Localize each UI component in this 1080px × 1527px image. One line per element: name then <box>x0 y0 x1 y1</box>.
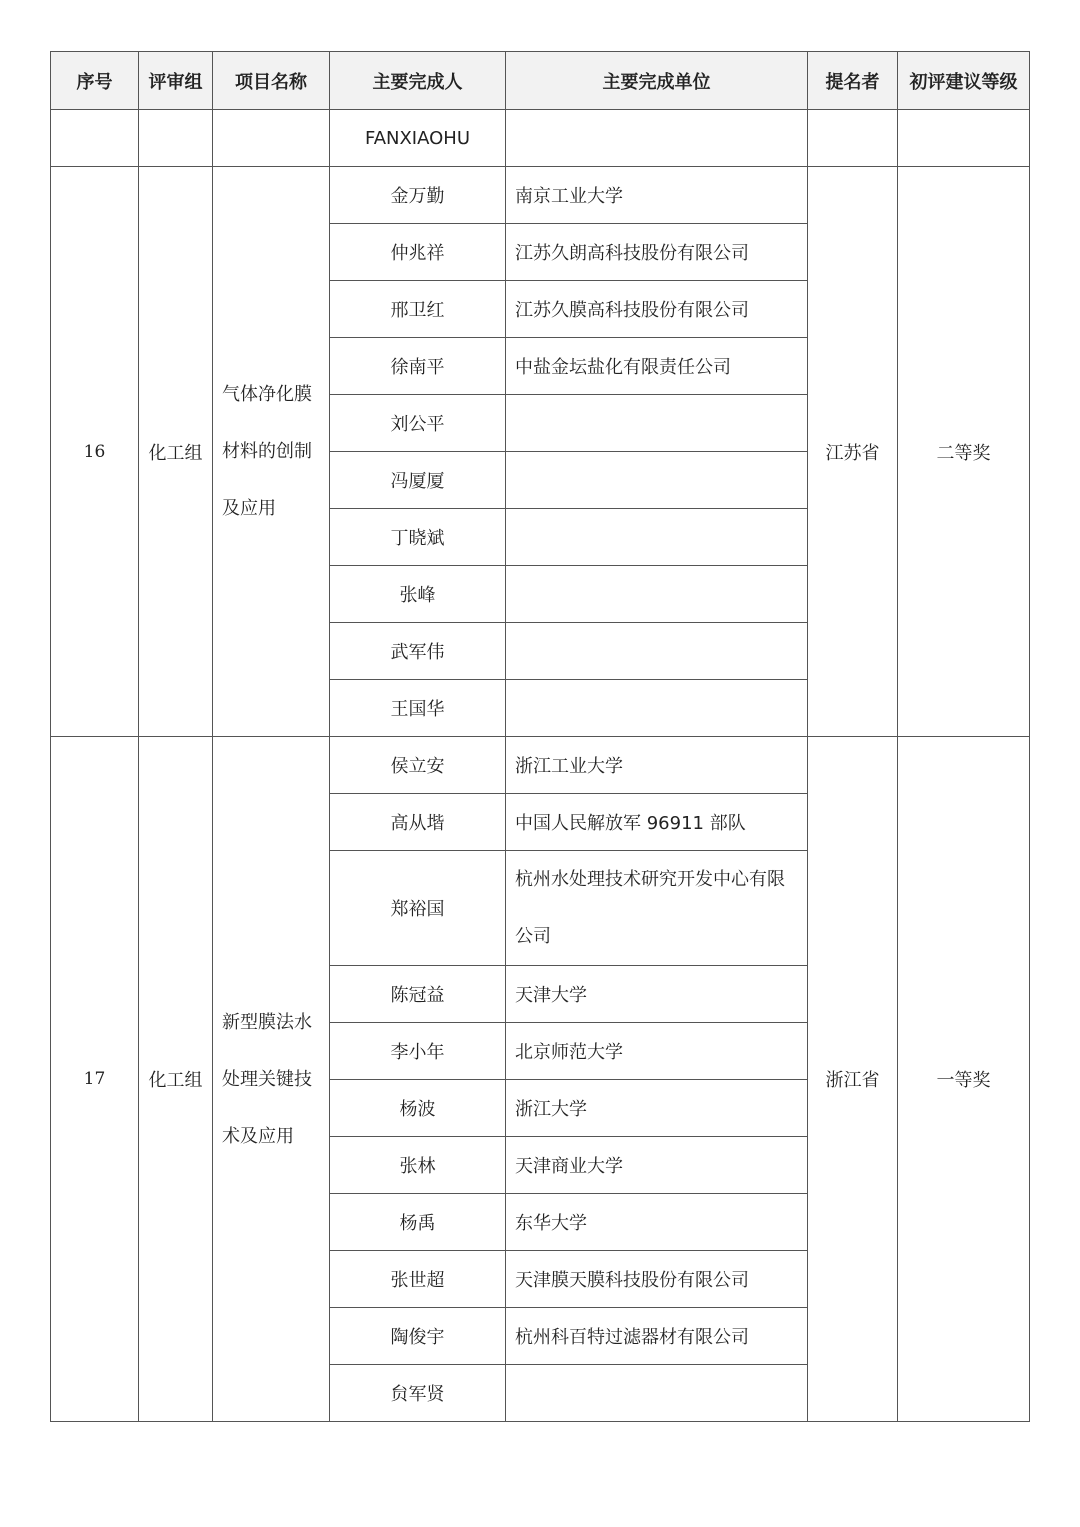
cell-unit <box>506 395 808 452</box>
cell-person: 张林 <box>330 1137 506 1194</box>
cell-project <box>213 110 330 167</box>
project-name-line: 气体净化膜 <box>222 384 312 405</box>
project-nominator: 江苏省 <box>808 167 898 737</box>
cell-unit <box>506 680 808 737</box>
project-group: 化工组 <box>139 167 213 737</box>
cell-seq <box>51 110 139 167</box>
cell-person: 张峰 <box>330 566 506 623</box>
cell-person: 侯立安 <box>330 737 506 794</box>
cell-person: 丁晓斌 <box>330 509 506 566</box>
cell-person: 高从堦 <box>330 794 506 851</box>
table-row <box>51 167 1030 224</box>
cell-person: 杨波 <box>330 1080 506 1137</box>
cell-unit: 杭州科百特过滤器材有限公司 <box>506 1308 808 1365</box>
header-units: 主要完成单位 <box>506 52 808 110</box>
project-seq: 17 <box>51 737 139 1422</box>
project-name-line: 处理关键技 <box>222 1068 312 1090</box>
cell-unit: 东华大学 <box>506 1194 808 1251</box>
cell-person: 陈冠益 <box>330 966 506 1023</box>
cell-person: 金万勤 <box>330 167 506 224</box>
cell-person: 徐南平 <box>330 338 506 395</box>
cell-unit <box>506 110 808 167</box>
cell-person: 郑裕国 <box>330 851 506 966</box>
cell-person: 冯厦厦 <box>330 452 506 509</box>
cell-person: FANXIAOHU <box>330 110 506 167</box>
project-name-line: 及应用 <box>222 498 276 519</box>
table-header <box>51 52 1030 110</box>
cell-person: 刘公平 <box>330 395 506 452</box>
cell-unit <box>506 851 808 966</box>
cell-unit <box>506 1365 808 1422</box>
cell-unit <box>506 509 808 566</box>
project-nominator: 浙江省 <box>808 737 898 1422</box>
cell-unit: 天津商业大学 <box>506 1137 808 1194</box>
cell-group <box>139 110 213 167</box>
cell-person: 贠军贤 <box>330 1365 506 1422</box>
project-level: 二等奖 <box>898 167 1030 737</box>
cell-nominator <box>808 110 898 167</box>
cell-person: 仲兆祥 <box>330 224 506 281</box>
cell-unit: 天津大学 <box>506 966 808 1023</box>
cell-level <box>898 110 1030 167</box>
cell-unit: 浙江工业大学 <box>506 737 808 794</box>
cell-person: 杨禹 <box>330 1194 506 1251</box>
cell-unit <box>506 452 808 509</box>
project-name-line: 新型膜法水 <box>222 1011 312 1033</box>
header-project: 项目名称 <box>213 52 330 110</box>
table-body <box>51 110 1030 1422</box>
cell-unit: 中盐金坛盐化有限责任公司 <box>506 338 808 395</box>
cell-person: 邢卫红 <box>330 281 506 338</box>
header-group: 评审组 <box>139 52 213 110</box>
cell-person: 陶俊宇 <box>330 1308 506 1365</box>
header-seq: 序号 <box>51 52 139 110</box>
project-group: 化工组 <box>139 737 213 1422</box>
cell-unit: 浙江大学 <box>506 1080 808 1137</box>
project-name <box>213 737 330 1422</box>
cell-person: 李小年 <box>330 1023 506 1080</box>
table-row-carryover <box>51 110 1030 167</box>
table-row <box>51 737 1030 794</box>
project-name <box>213 167 330 737</box>
cell-unit <box>506 623 808 680</box>
header-level: 初评建议等级 <box>898 52 1030 110</box>
project-name-line: 材料的创制 <box>222 441 312 462</box>
cell-person: 武军伟 <box>330 623 506 680</box>
cell-person: 张世超 <box>330 1251 506 1308</box>
cell-unit: 天津膜天膜科技股份有限公司 <box>506 1251 808 1308</box>
cell-unit <box>506 566 808 623</box>
cell-person: 王国华 <box>330 680 506 737</box>
cell-unit: 中国人民解放军 96911 部队 <box>506 794 808 851</box>
cell-unit-line: 杭州水处理技术研究开发中心有限 <box>515 869 785 890</box>
cell-unit-line: 公司 <box>515 926 551 947</box>
cell-unit: 南京工业大学 <box>506 167 808 224</box>
award-table <box>50 51 1030 1422</box>
cell-unit: 江苏久膜高科技股份有限公司 <box>506 281 808 338</box>
project-seq: 16 <box>51 167 139 737</box>
header-persons: 主要完成人 <box>330 52 506 110</box>
cell-unit: 江苏久朗高科技股份有限公司 <box>506 224 808 281</box>
header-nominator: 提名者 <box>808 52 898 110</box>
project-level: 一等奖 <box>898 737 1030 1422</box>
project-name-line: 术及应用 <box>222 1125 294 1147</box>
cell-unit: 北京师范大学 <box>506 1023 808 1080</box>
